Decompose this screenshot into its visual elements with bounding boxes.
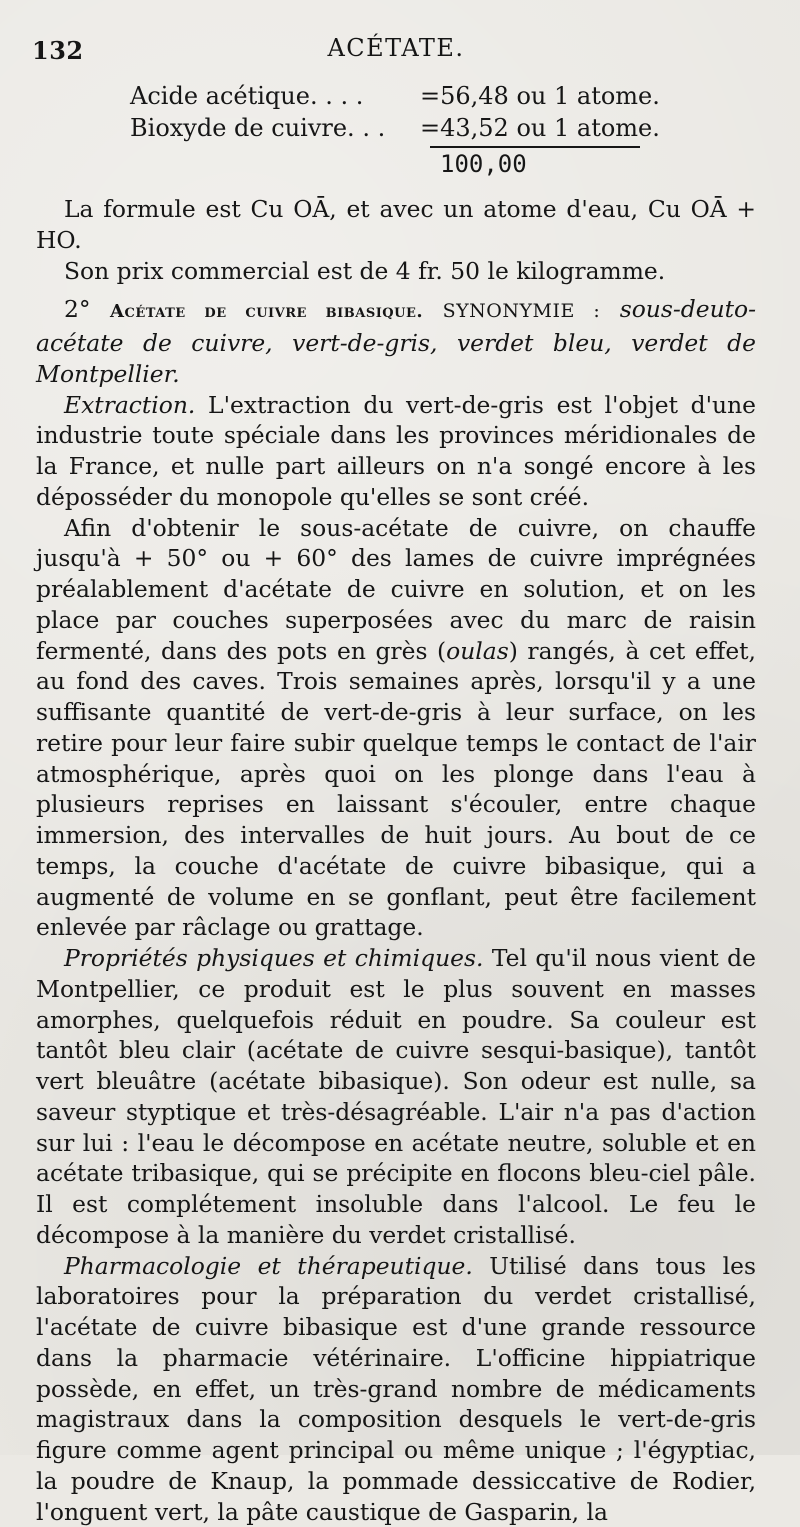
obtain-paragraph [36, 513, 756, 944]
composition-label: Acide acétique. . . . [130, 80, 420, 112]
pharma-title: Pharmacologie et thérapeutique. [64, 1252, 473, 1280]
price-paragraph [36, 256, 756, 287]
extraction-text: L'extraction du vert-de-gris est l'objet d'une industrie toute spéciale dans les provinces méridionales de la France, et nulle part ailleurs on n'a songé encore à les déposséder du monopole qu'elles se sont créé. [36, 391, 756, 511]
composition-value: =56,48 ou 1 atome. [420, 80, 660, 112]
composition-total: 100,00 [440, 148, 690, 180]
obtain-text-start: Afin d'obtenir le sous-acétate de cuivre, on chauffe jusqu'à + 50° ou + 60° des lames de cuivre imprégnées préalablement d'acétate de cuivre en solution, et on les place par couches superposées avec du marc de raisin fermenté, dans des pots en grès ( [36, 514, 756, 665]
section-number: 2° [64, 295, 91, 323]
section-title: Acétate de cuivre bibasique. [110, 301, 423, 322]
synonymy-label: SYNONYMIE : [443, 300, 601, 322]
composition-row [130, 112, 690, 144]
page-number: 132 [32, 36, 84, 65]
composition-value: =43,52 ou 1 atome. [420, 112, 660, 144]
body-text [36, 194, 756, 1527]
composition-row [130, 80, 690, 112]
obtain-text-end: ) rangés, à cet effet, au fond des caves. Trois semaines après, lorsqu'il y a une suffisante quantité de vert-de-gris à leur surface, on les retire pour leur faire subir quelque temps le contact de l'air atmosphérique, après quoi on les plonge dans l'eau à plusieurs reprises en laissant s'écouler, entre chaque immersion, des intervalles de huit jours. Au bout de ce temps, la couche d'acétate de cuivre bibasique, qui a augmenté de volume en se gonflant, peut être facilement enlevée par râclage ou grattage. [36, 637, 756, 942]
pharma-paragraph [36, 1251, 756, 1527]
properties-title: Propriétés physiques et chimiques. [64, 944, 483, 972]
composition-label: Bioxyde de cuivre. . . [130, 112, 420, 144]
properties-paragraph [36, 943, 756, 1251]
extraction-title: Extraction. [64, 391, 195, 419]
price-text: Son prix commercial est de 4 fr. 50 le kilogramme. [64, 257, 665, 285]
formula-text: La formule est Cu OĀ, et avec un atome d'eau, Cu OĀ + HO. [36, 195, 756, 254]
section-heading-paragraph [36, 294, 756, 389]
synonyms-text: sous-deuto-acétate de cuivre, vert-de-gris, verdet bleu, verdet de Montpellier. [36, 295, 756, 388]
formula-paragraph [36, 194, 756, 256]
pharma-text: Utilisé dans tous les laboratoires pour la préparation du verdet cristallisé, l'acétate de cuivre bibasique est d'une grande ressource dans la pharmacie vétérinaire. L'officine hippiatrique possède, en effet, un très-grand nombre de médicaments magistraux dans la composition desquels le vert-de-gris figure comme agent principal ou même unique ; l'égyptiac, la poudre de Knaup, la pommade dessiccative de Rodier, l'onguent vert, la pâte caustique de Gasparin, la [36, 1252, 756, 1526]
oulas-term: oulas [446, 637, 509, 665]
section-spacer [36, 286, 756, 294]
page-header [32, 30, 760, 70]
properties-text: Tel qu'il nous vient de Montpellier, ce produit est le plus souvent en masses amorphes, quelquefois réduit en poudre. Sa couleur est tantôt bleu clair (acétate de cuivre sesqui-basique), tantôt vert bleuâtre (acétate bibasique). Son odeur est nulle, sa saveur styptique et très-désagréable. L'air n'a pas d'action sur lui : l'eau le décompose en acétate neutre, soluble et en acétate tribasique, qui se précipite en flocons bleu-ciel pâle. Il est complétement insoluble dans l'alcool. Le feu le décompose à la manière du verdet cristallisé. [36, 944, 756, 1249]
running-title: ACÉTATE. [32, 34, 760, 62]
composition-table [130, 80, 690, 180]
extraction-paragraph [36, 390, 756, 513]
